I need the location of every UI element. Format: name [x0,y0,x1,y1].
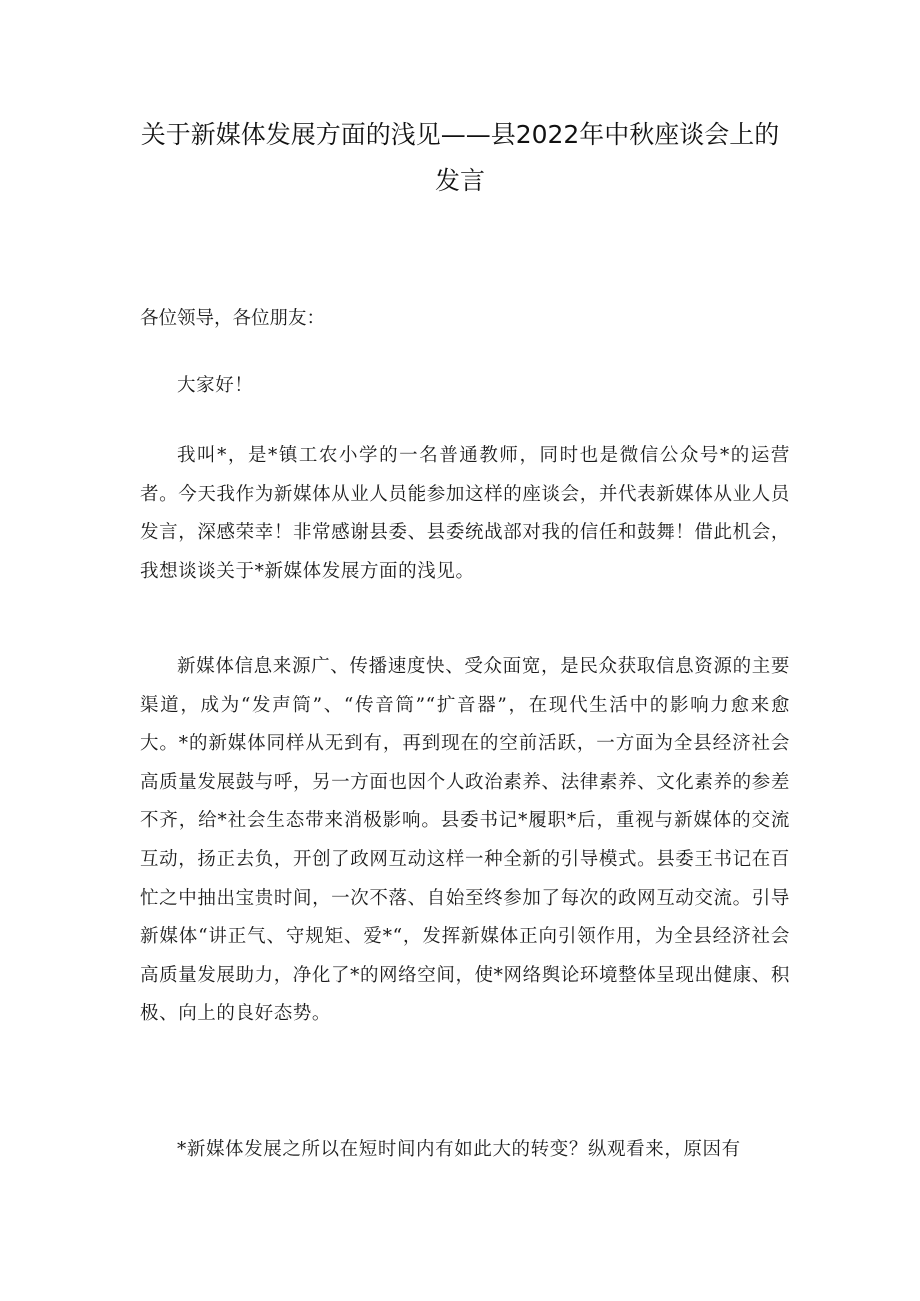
salutation: 各位领导，各位朋友： [140,308,326,329]
paragraph-introduction: 我叫*，是*镇工农小学的一名普通教师，同时也是微信公众号*的运营者。今天我作为新媒体从业人员能参加这样的座谈会，并代表新媒体从业人员发言，深感荣幸！非常感谢县委、县委统战部对我的信任和鼓舞！借此机会，我想谈谈关于*新媒体发展方面的浅见。 [140,445,790,582]
paragraph-greeting: 大家好！ [177,375,254,396]
document-title: 关于新媒体发展方面的浅见——县2022年中秋座谈会上的发言 [140,120,780,195]
paragraph-reasons: *新媒体发展之所以在短时间内有如此大的转变？纵观看来，原因有 [177,1139,741,1160]
paragraph-new-media-overview: 新媒体信息来源广、传播速度快、受众面宽，是民众获取信息资源的主要渠道，成为“发声筒”、“传音筒”“扩音器”，在现代生活中的影响力愈来愈大。*的新媒体同样从无到有，再到现在的空前活跃，一方面为全县经济社会高质量发展鼓与呼，另一方面也因个人政治素养、法律素养、文化素养的参差不齐，给*社会生态带来消极影响。县委书记*履职*后，重视与新媒体的交流互动，扬正去负，开创了政网互动这样一种全新的引导模式。县委王书记在百忙之中抽出宝贵时间，一次不落、自始至终参加了每次的政网互动交流。引导新媒体“讲正气、守规矩、爱*“，发挥新媒体正向引领作用，为全县经济社会高质量发展助力，净化了*的网络空间，使*网络舆论环境整体呈现出健康、积极、向上的良好态势。 [140,656,791,1025]
